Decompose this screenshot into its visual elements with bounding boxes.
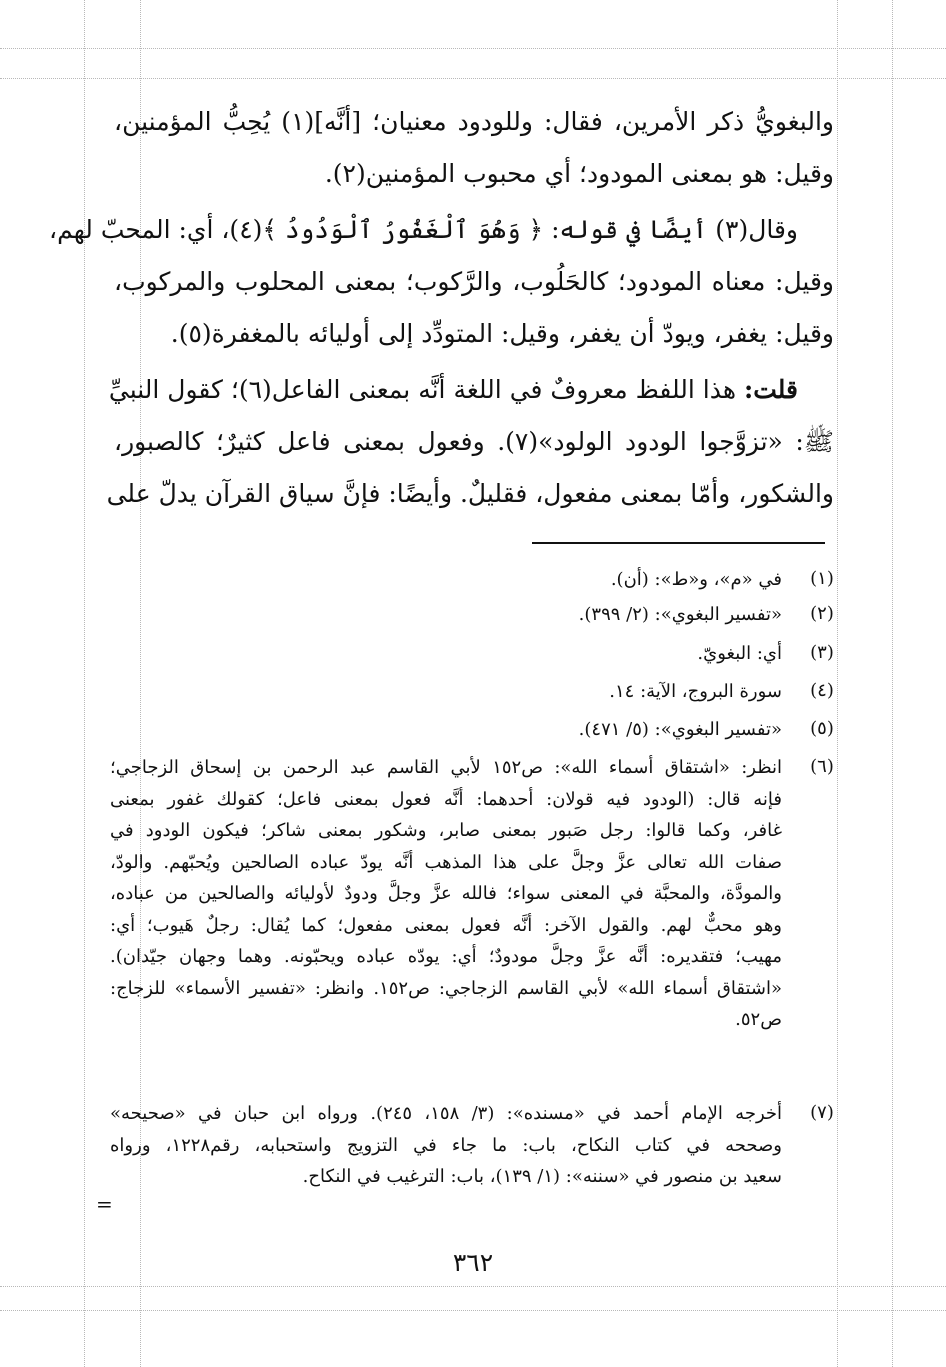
footnote-number: (١) (810, 568, 834, 589)
footnote-number: (٣) (810, 642, 834, 663)
page-number: ٣٦٢ (452, 1248, 494, 1277)
footnote-text: في «م»، و«ط»: (أن). (610, 569, 782, 590)
footnote-text: أخرجه الإمام أحمد في «مسنده»: (٣/ ١٥٨، ٢٤٥). ورواه ابن حبان في «صحيحه» (110, 1103, 783, 1124)
footnote-number: (٢) (810, 603, 834, 624)
footnote-text: «اشتقاق أسماء الله» لأبي القاسم الزجاجي: ص١٥٢. وانظر: «تفسير الأسماء» للزجاج: (110, 977, 783, 999)
footnote-text: فإنه قال: (الودود فيه قولان: أحدهما: أنَّه فعول بمعنى فاعل؛ كقولك غفور بمعنى (110, 788, 782, 810)
text-line (108, 364, 834, 416)
footnote-text: «تفسير البغوي»: (٥/ ٤٧١). (578, 719, 782, 740)
qult-rest: هذا اللفظ معروفٌ في اللغة أنَّه بمعنى الفاعل(٦)؛ كقول النبيِّ (108, 375, 744, 404)
footnote-text: سورة البروج، الآية: ١٤. (609, 681, 782, 702)
footnote-text: وصححه في كتاب النكاح، باب: ما جاء في التزويج واستحبابه، رقم١٢٢٨، ورواه (110, 1134, 782, 1156)
footnote-text: وهو محبٌّ لهم. والقول الآخر: أنَّه فعول بمعنى مفعول؛ كما يُقال: رجلٌ هَيوب؛ أي: (110, 914, 782, 936)
footnote-separator (532, 542, 825, 544)
footnote-text: غافر، وكما قالوا: رجل صَبور بمعنى صابر، وشكور بمعنى شاكر؛ فيكون الودود في (110, 820, 782, 841)
qult-label: قلت: (743, 375, 798, 404)
footnote-text: «تفسير البغوي»: (٢/ ٣٩٩). (578, 604, 782, 625)
text-line: وقال(٣) أيضًا في قوله: ﴿ وَهُوَ ٱلْغَفُورُ ٱلْوَدُودُ ﴾(٤)، أي: المحبّ لهم، (49, 215, 798, 244)
footnote-text: أي: البغويّ. (697, 643, 782, 664)
footnote-text: مهيب؛ فتقديره: أنَّه عزَّ وجلَّ مودودٌ؛ أي: يودّه عباده ويحبّونه. وهما وجهان جيّدان). (110, 946, 782, 967)
footnote-text: صفات الله تعالى عزَّ وجلَّ على هذا المذهب أنَّه يودّ عباده الصالحين ويُحبّهم. والودّ، (110, 851, 782, 873)
footnote-text: ص٥٢. (735, 1009, 782, 1030)
footnote-text: انظر: «اشتقاق أسماء الله»: ص١٥٢ لأبي القاسم عبد الرحمن بن إسحاق الزجاجي؛ (110, 757, 782, 778)
text-line: والبغويُّ ذكر الأمرين، فقال: وللودود معنيان؛ [أنَّه](١) يُحِبُّ المؤمنين، (114, 107, 834, 136)
footnote-text: سعيد بن منصور في «سننه»: (١/ ١٣٩)، باب: الترغيب في النكاح. (302, 1166, 782, 1187)
text-line: وقيل: هو بمعنى المودود؛ أي محبوب المؤمنين(٢). (324, 159, 834, 188)
footnote-text: والمودَّة، والمحبَّة في المعنى سواء؛ فالله عزَّ وجلَّ ودودٌ لأوليائه والصالحين من عباده، (110, 883, 782, 904)
footnote-number: (٤) (810, 680, 834, 701)
text-line: ﷺ: «تزوَّجوا الودود الولود»(٧). وفعول بمعنى فاعل كثيرٌ؛ كالصبور، (114, 427, 834, 456)
text-line: وقيل: معناه المودود؛ كالحَلُوب، والرَّكوب؛ بمعنى المحلوب والمركوب، (114, 267, 834, 296)
text-line: والشكور، وأمّا بمعنى مفعول، فقليلٌ. وأيضًا: فإنَّ سياق القرآن يدلّ على (106, 479, 834, 508)
footnote-number: (٦) (810, 756, 834, 777)
footnote-number: (٧) (810, 1102, 834, 1123)
text-line: وقيل: يغفر، ويودّ أن يغفر، وقيل: المتودِّد إلى أوليائه بالمغفرة(٥). (170, 319, 834, 348)
continuation-mark: = (96, 1192, 113, 1216)
footnote-number: (٥) (810, 718, 834, 739)
